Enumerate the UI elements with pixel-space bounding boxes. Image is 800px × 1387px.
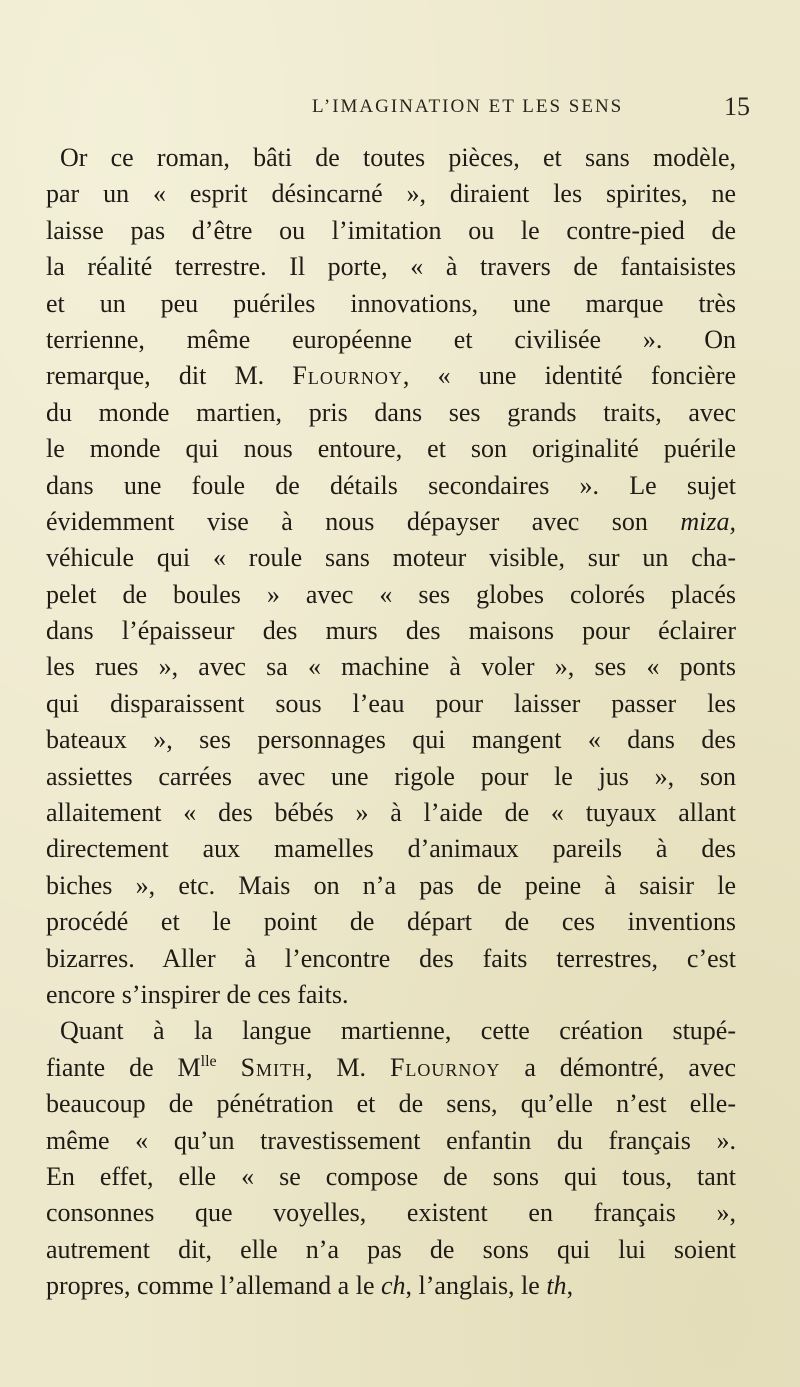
text-line [46, 322, 736, 358]
text-run: même « qu’un travestissement enfantin du français ». [46, 1125, 736, 1155]
text-line [46, 868, 736, 904]
text-line [46, 1268, 736, 1304]
text-run: bizarres. Aller à l’encontre des faits terrestres, c’est [46, 943, 736, 973]
text-run: bateaux », ses personnages qui mangent « dans des [46, 725, 736, 755]
text-run: , « une identité foncière [402, 361, 736, 391]
proper-name: Smith [240, 1052, 307, 1082]
text-run: dans l’épaisseur des murs des maisons pour éclairer [46, 616, 736, 646]
page-number: 15 [724, 92, 750, 121]
text-run: fiante de M [46, 1052, 201, 1082]
body-text [46, 140, 736, 1305]
text-run: propres, comme l’allemand a le [46, 1271, 381, 1301]
text-line [46, 904, 736, 940]
text-line [46, 722, 736, 758]
text-run: encore s’inspirer de ces faits. [46, 979, 349, 1009]
text-run: , l’anglais, le [405, 1271, 547, 1301]
text-line [46, 358, 736, 394]
proper-name: Flournoy [389, 1052, 501, 1082]
text-line [46, 395, 736, 431]
text-line [46, 140, 736, 176]
proper-name: Flournoy [292, 361, 403, 391]
text-run: laisse pas d’être ou l’imitation ou le contre-pied de [46, 215, 736, 245]
text-run: , [566, 1271, 574, 1301]
text-run: consonnes que voyelles, existent en français », [46, 1198, 736, 1228]
text-line [46, 1232, 736, 1268]
text-line [46, 176, 736, 212]
text-run: véhicule qui « roule sans moteur visible, sur un cha- [46, 543, 736, 573]
text-run: évidemment vise à nous dépayser avec son [46, 506, 681, 536]
text-run: le monde qui nous entoure, et son originalité puérile [46, 434, 736, 464]
text-line [46, 977, 736, 1013]
text-line [46, 1159, 736, 1195]
running-title: L’IMAGINATION ET LES SENS [312, 96, 624, 117]
text-run: du monde martien, pris dans ses grands traits, avec [46, 397, 736, 427]
text-run: directement aux mamelles d’animaux pareils à des [46, 834, 736, 864]
text-line [46, 540, 736, 576]
text-line [46, 649, 736, 685]
text-line [46, 759, 736, 795]
text-line [46, 941, 736, 977]
text-run: les rues », avec sa « machine à voler », ses « ponts [46, 652, 736, 682]
text-run [217, 1053, 241, 1082]
text-line [46, 1013, 736, 1049]
text-line [46, 504, 736, 540]
text-run: assiettes carrées avec une rigole pour le jus », son [46, 761, 736, 791]
text-run: Or ce roman, bâti de toutes pièces, et sans modèle, [60, 143, 736, 172]
text-line [46, 686, 736, 722]
text-run: pelet de boules » avec « ses globes colorés placés [46, 579, 736, 609]
text-line [46, 1050, 736, 1086]
text-run: a démontré, avec [500, 1052, 736, 1082]
text-run: et un peu puériles innovations, une marque très [46, 288, 736, 318]
text-run: , M. [306, 1052, 390, 1082]
text-line [46, 577, 736, 613]
text-line [46, 249, 736, 285]
text-run: dans une foule de détails secondaires ». Le sujet [46, 470, 736, 500]
text-line [46, 1195, 736, 1231]
text-line [46, 1123, 736, 1159]
text-line [46, 1086, 736, 1122]
text-line [46, 831, 736, 867]
text-run: Quant à la langue martienne, cette création stupé- [60, 1016, 736, 1046]
superscript: lle [200, 1052, 217, 1070]
text-line [46, 213, 736, 249]
text-run: procédé et le point de départ de ces inventions [46, 907, 736, 937]
text-line [46, 286, 736, 322]
text-line [46, 795, 736, 831]
italic-term: ch [380, 1271, 406, 1301]
text-run: la réalité terrestre. Il porte, « à travers de fantaisistes [46, 252, 736, 282]
text-run: par un « esprit désincarné », diraient les spirites, ne [46, 179, 736, 209]
text-run: allaitement « des bébés » à l’aide de « tuyaux allant [46, 798, 736, 828]
text-line [46, 431, 736, 467]
text-run: autrement dit, elle n’a pas de sons qui lui soient [46, 1234, 736, 1264]
text-line [46, 468, 736, 504]
italic-term: th [546, 1271, 567, 1301]
text-run: En effet, elle « se compose de sons qui tous, tant [46, 1161, 736, 1191]
text-line [46, 613, 736, 649]
text-run: beaucoup de pénétration et de sens, qu’elle n’est elle- [46, 1089, 736, 1119]
text-run: remarque, dit M. [46, 361, 293, 391]
text-run: qui disparaissent sous l’eau pour laisser passer les [46, 688, 736, 718]
text-run: biches », etc. Mais on n’a pas de peine à saisir le [46, 870, 736, 900]
italic-term: miza, [680, 506, 736, 536]
text-run: terrienne, même européenne et civilisée ». On [46, 324, 736, 354]
